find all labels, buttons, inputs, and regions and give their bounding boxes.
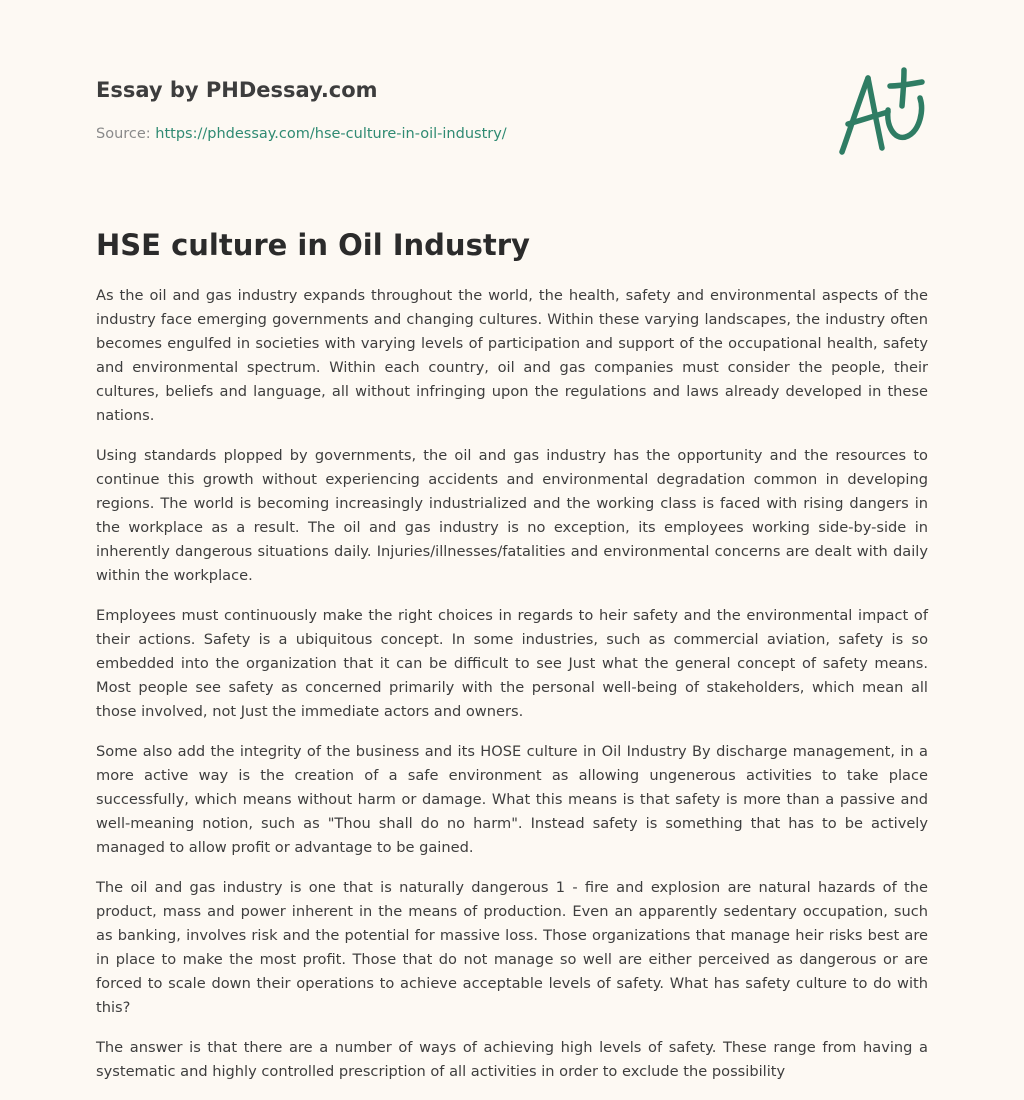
source-line (96, 124, 507, 144)
source-label: Source: (96, 126, 151, 142)
site-brand: Essay by PHDessay.com (96, 78, 378, 102)
essay-paragraph: Employees must continuously make the right choices in regards to heir safety and the environmental impact of their actions. Safety is a ubiquitous concept. In some industries, such as commercial aviation, safety is so embedded into the organization that it can be difficult to see Just what the general concept of safety means. Most people see safety as concerned primarily with the personal well-being of stakeholders, which mean all those involved, not Just the immediate actors and owners. (96, 607, 928, 720)
source-link[interactable]: https://phdessay.com/hse-culture-in-oil-industry/ (155, 126, 507, 142)
a-plus-logo-icon (828, 64, 932, 162)
essay-paragraph: The answer is that there are a number of ways of achieving high levels of safety. These range from having a systematic and highly controlled prescription of all activities in order to exclude the possibility (96, 1039, 928, 1080)
essay-paragraph: Some also add the integrity of the business and its HOSE culture in Oil Industry By discharge management, in a more active way is the creation of a safe environment as allowing ungenerous activities to take place successfully, which means without harm or damage. What this means is that safety is more than a passive and well-meaning notion, such as "Thou shall do no harm". Instead safety is something that has to be actively managed to allow profit or advantage to be gained. (96, 743, 928, 856)
essay-body (96, 284, 928, 1100)
essay-paragraph: As the oil and gas industry expands throughout the world, the health, safety and environmental aspects of the industry face emerging governments and changing cultures. Within these varying landscapes, the industry often becomes engulfed in societies with varying levels of participation and support of the occupational health, safety and environmental spectrum. Within each country, oil and gas companies must consider the people, their cultures, beliefs and language, all without infringing upon the regulations and laws already developed in these nations. (96, 287, 928, 424)
essay-title: HSE culture in Oil Industry (96, 228, 530, 262)
essay-paragraph: The oil and gas industry is one that is naturally dangerous 1 - fire and explosion are natural hazards of the product, mass and power inherent in the means of production. Even an apparently sedentary occupation, such as banking, involves risk and the potential for massive loss. Those organizations that manage heir risks best are in place to make the most profit. Those that do not manage so well are either perceived as dangerous or are forced to scale down their operations to achieve acceptable levels of safety. What has safety culture to do with this? (96, 879, 928, 1016)
page-header (96, 76, 928, 166)
essay-paragraph: Using standards plopped by governments, the oil and gas industry has the opportunity and the resources to continue this growth without experiencing accidents and environmental degradation common in developing regions. The world is becoming increasingly industrialized and the working class is faced with rising dangers in the workplace as a result. The oil and gas industry is no exception, its employees working side-by-side in inherently dangerous situations daily. Injuries/illnesses/fatalities and environmental concerns are dealt with daily within the workplace. (96, 447, 928, 584)
